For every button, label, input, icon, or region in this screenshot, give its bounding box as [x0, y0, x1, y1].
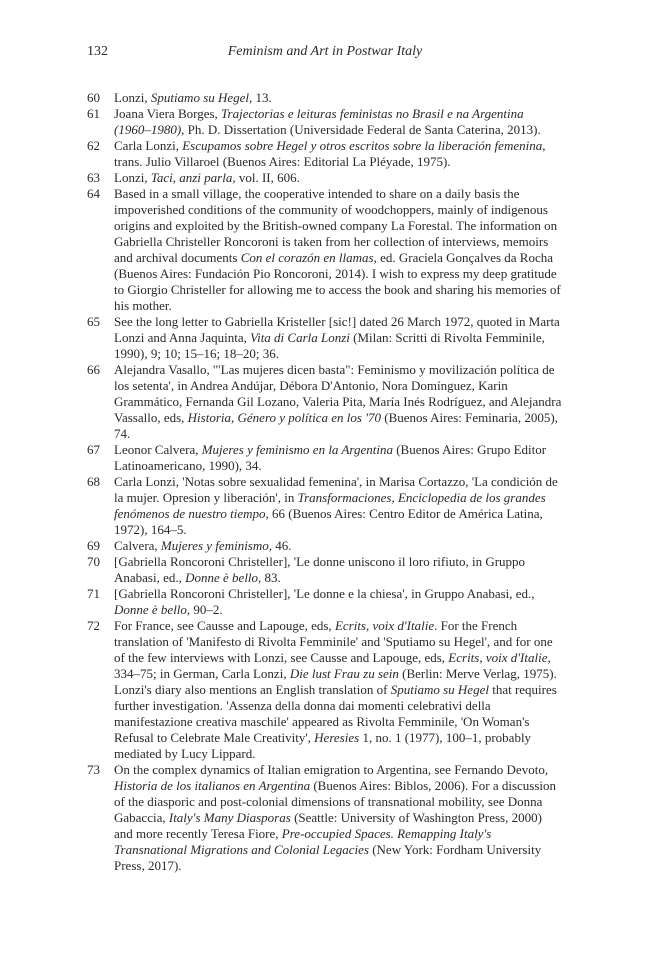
endnote	[87, 186, 563, 314]
endnote	[87, 106, 563, 138]
note-text-segment: , 334–75; in German, Carla Lonzi,	[114, 650, 551, 681]
endnote	[87, 90, 563, 106]
note-text-segment: On the complex dynamics of Italian emigration to Argentina, see Fernando Devoto,	[114, 762, 549, 777]
note-text-segment: (Berlin: Merve Verlag, 1975). Lonzi's diary also mentions an English translation of	[114, 666, 557, 697]
note-text-segment: See the long letter to Gabriella Kristeller [sic!] dated 26 March 1972, quoted in Marta Lonzi and Anna Jaquinta,	[114, 314, 560, 345]
note-text-segment: (Seattle: University of Washington Press, 2000) and more recently Teresa Fiore,	[114, 810, 542, 841]
endnote-number: 70	[87, 554, 100, 569]
italic-title: Pre-occupied Spaces. Remapping Italy's Transnational Migrations and Colonial Legacies	[114, 826, 492, 857]
italic-title: Die lust Frau zu sein	[289, 666, 399, 681]
page-header	[87, 44, 563, 66]
note-text-segment: , 66 (Buenos Aires: Centro Editor de América Latina, 1972), 164–5.	[114, 506, 543, 537]
note-text-segment: , vol. II, 606.	[232, 170, 300, 185]
endnote-text	[114, 618, 563, 762]
italic-title: Mujeres y feminismo en la Argentina	[201, 442, 393, 457]
running-title: Feminism and Art in Postwar Italy	[227, 44, 423, 59]
italic-title: Donne è bello	[185, 570, 259, 585]
note-text-segment: 13.	[252, 90, 272, 105]
endnote-number: 63	[87, 170, 100, 185]
endnote-text	[114, 106, 563, 138]
italic-title: Vita di Carla Lonzi	[250, 330, 350, 345]
note-text-segment: Alejandra Vasallo, '"Las mujeres dicen basta": Feminismo y movilización política de los setenta', in Andrea Andújar, Débora D'Antonio, Nora Domínguez, Karin Grammático, Fernanda Gil Lozano, Valeria Pita, María Inés Rodríguez, and Alejandra Vassallo, eds,	[114, 362, 562, 425]
italic-title: Ecrits, voix d'Italie	[448, 650, 548, 665]
note-text-segment: Leonor Calvera,	[114, 442, 202, 457]
italic-title: Transformaciones, Enciclopedia de los grandes fenómenos de nuestro tiempo	[114, 490, 546, 521]
italic-title: Sputiamo su Hegel	[390, 682, 489, 697]
note-text-segment: (Milan: Scritti di Rivolta Femminile, 1990), 9; 10; 15–16; 18–20; 36.	[114, 330, 545, 361]
endnote	[87, 474, 563, 538]
endnote-number: 71	[87, 586, 100, 601]
italic-title: Historia, Género y política en los '70	[187, 410, 381, 425]
note-text-segment: Lonzi,	[114, 170, 151, 185]
endnote-number: 69	[87, 538, 100, 553]
italic-title: Historia de los italianos en Argentina	[114, 778, 311, 793]
endnote-number: 65	[87, 314, 100, 329]
italic-title: Italy's Many Diasporas	[168, 810, 291, 825]
endnote-text	[114, 186, 563, 314]
endnote-number: 64	[87, 186, 100, 201]
italic-title: Donne è bello	[114, 602, 187, 617]
endnote-text	[114, 762, 563, 874]
note-text-segment: , 46.	[268, 538, 292, 553]
italic-title: Sputiamo su Hegel,	[150, 90, 253, 105]
note-text-segment: , Ph. D. Dissertation (Universidade Federal de Santa Caterina, 2013).	[181, 122, 541, 137]
note-text-segment: , ed. Graciela Gonçalves da Rocha (Buenos Aires: Fundación Pio Roncoroni, 2014). I wish to express my deep gratitude to Giorgio Christeller for allowing me to access the book and sharing his memories of his mother.	[114, 250, 561, 313]
endnote	[87, 762, 563, 874]
note-text-segment: , 83.	[258, 570, 281, 585]
endnote-text	[114, 314, 563, 362]
endnote-text	[114, 170, 563, 186]
endnote	[87, 314, 563, 362]
endnote-number: 66	[87, 362, 100, 377]
endnote-number: 67	[87, 442, 100, 457]
endnote-number: 62	[87, 138, 100, 153]
endnote-number: 68	[87, 474, 100, 489]
endnote-text	[114, 90, 563, 106]
note-text-segment: [Gabriella Roncoroni Christeller], 'Le donne uniscono il loro rifiuto, in Gruppo Anabasi, ed.,	[114, 554, 526, 585]
endnote	[87, 362, 563, 442]
italic-title: Trajectorias e leituras feministas no Brasil e na Argentina (1960–1980)	[114, 106, 524, 137]
endnotes-list	[87, 90, 563, 874]
endnote-text	[114, 138, 563, 170]
page-number: 132	[87, 44, 108, 59]
italic-title: Taci, anzi parla	[150, 170, 233, 185]
endnote-text	[114, 442, 563, 474]
note-text-segment: , trans. Julio Villaroel (Buenos Aires: Editorial La Pléyade, 1975).	[114, 138, 546, 169]
endnote-text	[114, 586, 563, 618]
endnote-number: 73	[87, 762, 100, 777]
note-text-segment: Carla Lonzi, 'Notas sobre sexualidad femenina', in Marisa Cortazzo, 'La condición de la mujer. Opresion y liberación', in	[114, 474, 558, 505]
italic-title: Con el corazón en llamas	[240, 250, 374, 265]
endnote-text	[114, 474, 563, 538]
endnote-text	[114, 362, 563, 442]
endnote	[87, 618, 563, 762]
italic-title: Ecrits, voix d'Italie	[334, 618, 435, 633]
endnote	[87, 538, 563, 554]
note-text-segment: that requires further investigation. 'Assenza della donna dai momenti celebrativi della manifestazione creativa maschile' appeared as Rivolta Femminile, 'On Woman's Refusal to Celebrate Male Creativity',	[114, 682, 557, 745]
note-text-segment: Lonzi,	[114, 90, 151, 105]
note-text-segment: , 90–2.	[186, 602, 223, 617]
note-text-segment: (Buenos Aires: Biblos, 2006). For a discussion of the diasporic and post-colonial dimensions of transnational mobility, see Donna Gabaccia,	[114, 778, 557, 825]
endnote-number: 72	[87, 618, 100, 633]
endnote	[87, 586, 563, 618]
note-text-segment: 1, no. 1 (1977), 100–1, probably mediated by Lucy Lippard.	[114, 730, 532, 761]
note-text-segment: (New York: Fordham University Press, 2017).	[114, 842, 542, 873]
endnote	[87, 554, 563, 586]
note-text-segment: [Gabriella Roncoroni Christeller], 'Le donne e la chiesa', in Gruppo Anabasi, ed.,	[114, 586, 535, 601]
note-text-segment: Calvera,	[114, 538, 161, 553]
endnote-text	[114, 554, 563, 586]
endnote-number: 60	[87, 90, 100, 105]
note-text-segment: Joana Viera Borges,	[114, 106, 222, 121]
italic-title: Heresies	[314, 730, 360, 745]
endnote	[87, 442, 563, 474]
endnote-text	[114, 538, 563, 554]
note-text-segment: (Buenos Aires: Feminaria, 2005), 74.	[114, 410, 558, 441]
note-text-segment: . For the French translation of 'Manifesto di Rivolta Femminile' and 'Sputiamo su Hegel', and for one of the few interviews with Lonzi, see Causse and Lapouge, eds,	[114, 618, 553, 665]
italic-title: Escupamos sobre Hegel y otros escritos sobre la liberación femenina	[182, 138, 543, 153]
endnote	[87, 138, 563, 170]
italic-title: Mujeres y feminismo	[160, 538, 269, 553]
note-text-segment: Carla Lonzi,	[114, 138, 183, 153]
endnote	[87, 170, 563, 186]
note-text-segment: Based in a small village, the cooperative intended to share on a daily basis the impoverished conditions of the community of woodchoppers, mainly of indigenous origins and exploited by the British-owned company La Forestal. The information on Gabriella Christeller Roncoroni is taken from her collection of interviews, memoirs and archival documents	[114, 186, 558, 265]
note-text-segment: For France, see Causse and Lapouge, eds,	[114, 618, 335, 633]
note-text-segment: (Buenos Aires: Grupo Editor Latinoamericano, 1990), 34.	[114, 442, 547, 473]
endnote-number: 61	[87, 106, 100, 121]
